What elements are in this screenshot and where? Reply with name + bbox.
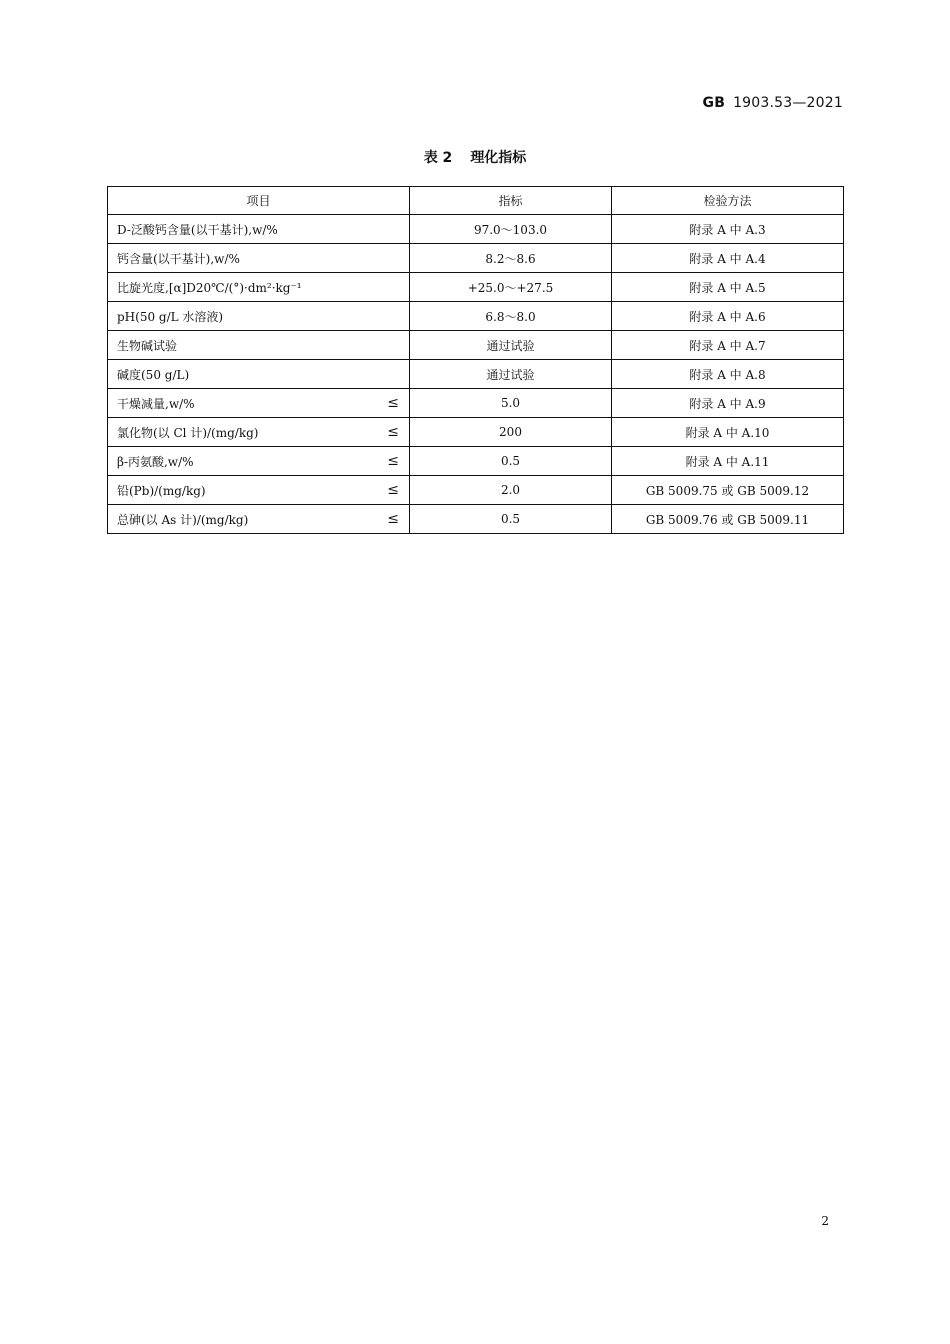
limit-sign: ≤ [387, 511, 399, 527]
item-name: β-丙氨酸,w/% [117, 454, 194, 469]
test-method: GB 5009.76 或 GB 5009.11 [612, 505, 844, 534]
item-cell [108, 360, 410, 389]
limit-sign: ≤ [387, 424, 399, 440]
standard-prefix: GB [702, 95, 726, 111]
item-cell [108, 505, 410, 534]
item-name: 生物碱试验 [117, 338, 178, 353]
column-header-method: 检验方法 [612, 187, 844, 215]
limit-sign: ≤ [387, 395, 399, 411]
limit-value: 6.8～8.0 [410, 302, 612, 331]
test-method: 附录 A 中 A.4 [612, 244, 844, 273]
limit-value: 200 [410, 418, 612, 447]
limit-value: 通过试验 [410, 331, 612, 360]
test-method: 附录 A 中 A.6 [612, 302, 844, 331]
table-row [108, 244, 844, 273]
item-name: 铅(Pb)/(mg/kg) [117, 483, 206, 498]
limit-value: 5.0 [410, 389, 612, 418]
limit-value: 97.0～103.0 [410, 215, 612, 244]
item-cell [108, 476, 410, 505]
item-name: 氯化物(以 Cl 计)/(mg/kg) [117, 425, 259, 440]
item-name: 钙含量(以干基计),w/% [117, 251, 240, 266]
limit-value: 0.5 [410, 447, 612, 476]
standard-code: 1903.53—2021 [733, 95, 843, 111]
item-name: pH(50 g/L 水溶液) [117, 309, 224, 324]
test-method: GB 5009.75 或 GB 5009.12 [612, 476, 844, 505]
table-row [108, 476, 844, 505]
table-title [0, 147, 950, 167]
item-cell [108, 215, 410, 244]
item-name: 比旋光度,[α]D20℃/(°)·dm²·kg⁻¹ [117, 280, 302, 295]
table-number: 表 2 [423, 150, 453, 166]
item-cell [108, 273, 410, 302]
item-cell [108, 302, 410, 331]
table-row [108, 360, 844, 389]
table-row [108, 447, 844, 476]
item-cell [108, 244, 410, 273]
limit-value: 2.0 [410, 476, 612, 505]
test-method: 附录 A 中 A.8 [612, 360, 844, 389]
page-number: 2 [821, 1214, 829, 1228]
item-name: 干燥减量,w/% [117, 396, 195, 411]
item-name: 总砷(以 As 计)/(mg/kg) [117, 512, 249, 527]
test-method: 附录 A 中 A.5 [612, 273, 844, 302]
item-cell [108, 447, 410, 476]
table-row [108, 215, 844, 244]
test-method: 附录 A 中 A.10 [612, 418, 844, 447]
limit-sign: ≤ [387, 453, 399, 469]
limit-value: +25.0～+27.5 [410, 273, 612, 302]
table-row [108, 389, 844, 418]
item-name: D-泛酸钙含量(以干基计),w/% [117, 222, 278, 237]
standard-number [703, 95, 844, 111]
table-row [108, 302, 844, 331]
column-header-limit: 指标 [410, 187, 612, 215]
item-cell [108, 331, 410, 360]
test-method: 附录 A 中 A.7 [612, 331, 844, 360]
physicochemical-spec-table [107, 186, 844, 534]
table-row [108, 273, 844, 302]
item-cell [108, 389, 410, 418]
item-cell [108, 418, 410, 447]
table-row [108, 418, 844, 447]
limit-value: 通过试验 [410, 360, 612, 389]
table-row [108, 331, 844, 360]
item-name: 碱度(50 g/L) [117, 367, 190, 382]
table-name: 理化指标 [470, 150, 527, 166]
test-method: 附录 A 中 A.9 [612, 389, 844, 418]
column-header-item: 项目 [108, 187, 410, 215]
limit-value: 8.2～8.6 [410, 244, 612, 273]
limit-value: 0.5 [410, 505, 612, 534]
test-method: 附录 A 中 A.3 [612, 215, 844, 244]
test-method: 附录 A 中 A.11 [612, 447, 844, 476]
limit-sign: ≤ [387, 482, 399, 498]
table-row [108, 505, 844, 534]
table-header-row [108, 187, 844, 215]
